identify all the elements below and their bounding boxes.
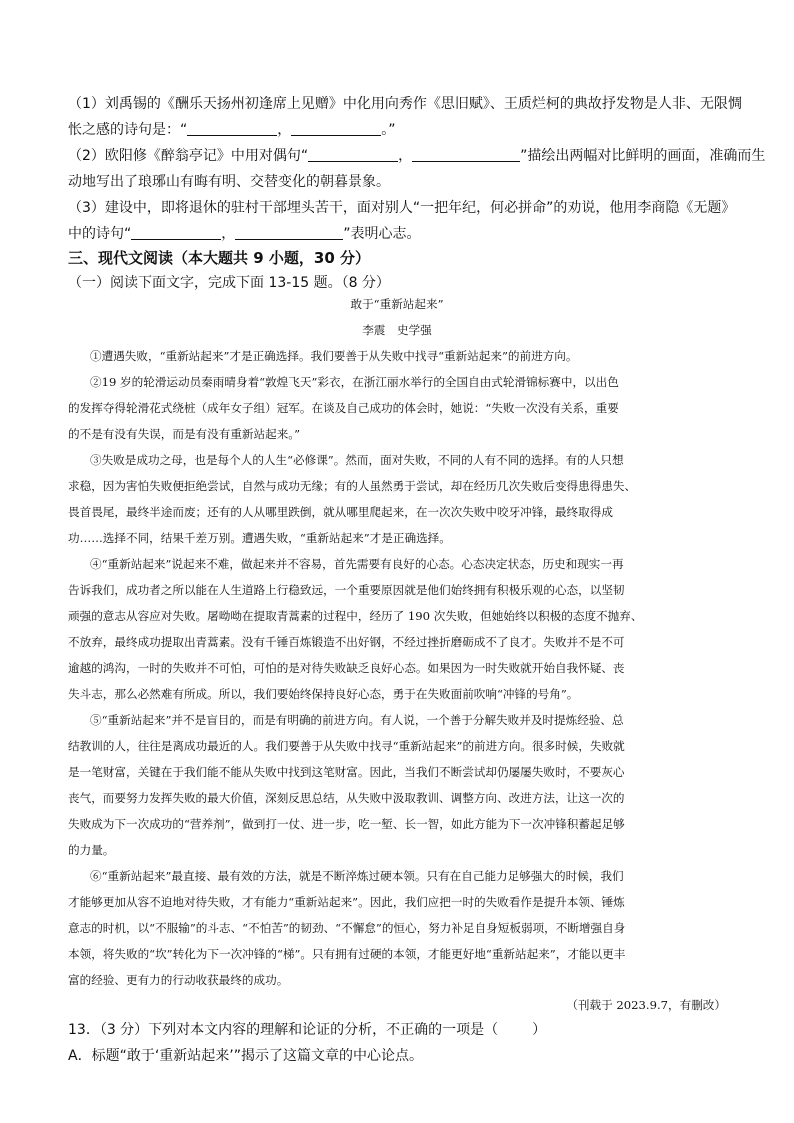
comma: ， [277,122,292,138]
q12-item3-prefix: 中的诗句“ [68,226,132,242]
article-line: 的不是有没有失误，而是有没有重新站起来。” [68,427,301,441]
article-line: 的力量。 [68,843,115,857]
article-line: 告诉我们，成功者之所以能在人生道路上行稳致远，一个重要原因就是他们始终拥有积极乐观的心态，以坚韧 [68,583,625,597]
article-line: 功……选择不同，结果千差万别。遭遇失败，“重新站起来”才是正确选择。 [68,531,451,545]
answer-blank[interactable] [187,121,277,136]
comma: ， [398,148,413,164]
q12-item2-prefix: （2）欧阳修《醉翁亭记》中用对偶句“ [68,148,309,164]
article-line: 顽强的意志从容应对失败。屠呦呦在提取青蒿素的过程中，经历了 190 次失败，但她始终以积极的态度不抛弃、 [68,609,643,623]
q12-item2-line1 [68,143,788,169]
q12-item1-prefix: 怅之感的诗句是：“ [68,122,188,138]
answer-blank[interactable] [412,147,520,162]
article-authors: 李震 史学强 [362,323,432,337]
article-line: 本领，将失败的“坎”转化为下一次冲锋的“梯”。只有拥有过硬的本领，才能更好地“重新站起来”，才能以更丰 [68,947,626,961]
article-title: 敢于“重新站起来” [350,297,444,311]
answer-blank[interactable] [131,225,221,240]
article-line: ③失败是成功之母，也是每个人的人生“必修课”。然而，面对失败，不同的人有不同的选择。有的人只想 [90,453,624,467]
q12-item1-suffix: 。” [381,122,396,138]
article-line: 失斗志，那么必然难有所成。所以，我们要始终保持良好心态，勇于在失败面前吹响“冲锋的号角”。 [68,687,579,701]
article-line: 失败成为下一次成功的“营养剂”，做到打一仗、进一步，吃一堑、长一智，如此方能为下一次冲锋积蓄起足够 [68,817,625,831]
article-line: 丧气，而要努力发挥失败的最大价值，深刻反思总结，从失败中汲取教训、调整方向、改进方法，让这一次的 [68,791,625,805]
answer-blank[interactable] [235,225,343,240]
q13-stem-text: 13．（3 分）下列对本文内容的理解和论证的分析，不正确的一项是（ [68,1022,499,1038]
article-line: 不放弃，最终成功提取出青蒿素。没有千锤百炼锻造不出好钢，不经过挫折磨砺成不了良才。失败并不是不可 [68,635,625,649]
q12-item1-line2 [68,117,788,143]
q12-item2-line2: 动地写出了琅琊山有晦有明、交替变化的朝暮景象。 [68,174,390,190]
comma: ， [221,226,236,242]
q12-item3-line1: （3）建设中，即将退休的驻村干部埋头苦干，面对别人“一把年纪，何必拼命”的劝说，他用李商隐《无题》 [68,200,736,216]
article-line: ⑥“重新站起来”最直接、最有效的方法，就是不断淬炼过硬本领。只有在自己能力足够强大的时候，我们 [90,869,624,883]
article-line: 富的经验、更有力的行动收获最终的成功。 [68,973,289,987]
section-heading: 三、现代文阅读（本大题共 9 小题，30 分） [68,249,370,267]
answer-blank[interactable] [308,147,398,162]
article-line: 的发挥夺得轮滑花式绕桩（成年女子组）冠军。在谈及自己成功的体会时，她说：“失败一次没有关系，重要 [68,401,619,415]
article-line: 逾越的鸿沟，一时的失败并不可怕，可怕的是对待失败缺乏良好心态。如果因为一时失败就开始自我怀疑、丧 [68,661,625,675]
q12-item1-line1: （1）刘禹锡的《酬乐天扬州初逢席上见赠》中化用向秀作《思旧赋》、王质烂柯的典故抒发物是人非、无限惆 [68,96,742,112]
subsection-instruction: （一）阅读下面文字，完成下面 13-15 题。（8 分） [68,275,390,291]
article-source: （刊载于 2023.9.7，有删改） [566,998,726,1012]
q12-item2-suffix: ”描绘出两幅对比鲜明的画面，准确而生 [520,148,766,164]
answer-blank[interactable] [291,121,381,136]
q12-item3-line2 [68,221,788,247]
article-line: 是一笔财富，关键在于我们能不能从失败中找到这笔财富。因此，当我们不断尝试却仍屡屡失败时，不要灰心 [68,765,625,779]
article-line: 意志的时机，以“不服输”的斗志、“不怕苦”的韧劲、“不懈怠”的恒心，努力补足自身短板弱项，不断增强自身 [68,921,626,935]
q13-stem-close: ） [532,1022,547,1038]
article-line: 畏首畏尾，最终半途而废；还有的人从哪里跌倒，就从哪里爬起来，在一次次失败中咬牙冲锋，最终取得成 [68,505,613,519]
q13-stem [68,1017,794,1043]
article-line: ⑤“重新站起来”并不是盲目的，而是有明确的前进方向。有人说，一个善于分解失败并及时提炼经验、总 [90,713,624,727]
q13-option-a[interactable]: A．标题“敢于‘重新站起来’”揭示了这篇文章的中心论点。 [68,1048,423,1064]
q12-item3-suffix: ”表明心志。 [343,226,421,242]
article-line: ②19 岁的轮滑运动员秦雨晴身着“敦煌飞天”彩衣，在浙江丽水举行的全国自由式轮滑锦标赛中，以出色 [90,375,619,389]
article-line: 结教训的人，往往是离成功最近的人。我们要善于从失败中找寻“重新站起来”的前进方向。很多时候，失败就 [68,739,625,753]
article-line: 求稳，因为害怕失败便拒绝尝试，自然与成功无缘；有的人虽然勇于尝试，却在经历几次失败后变得患得患失、 [68,479,637,493]
article-line: ①遭遇失败，“重新站起来”才是正确选择。我们要善于从失败中找寻“重新站起来”的前进方向。 [90,349,578,363]
article-line: 才能够更加从容不迫地对待失败，才有能力“重新站起来”。因此，我们应把一时的失败看作是提升本领、锤炼 [68,895,625,909]
article-line: ④“重新站起来”说起来不难，做起来并不容易，首先需要有良好的心态。心态决定状态，历史和现实一再 [90,557,624,571]
